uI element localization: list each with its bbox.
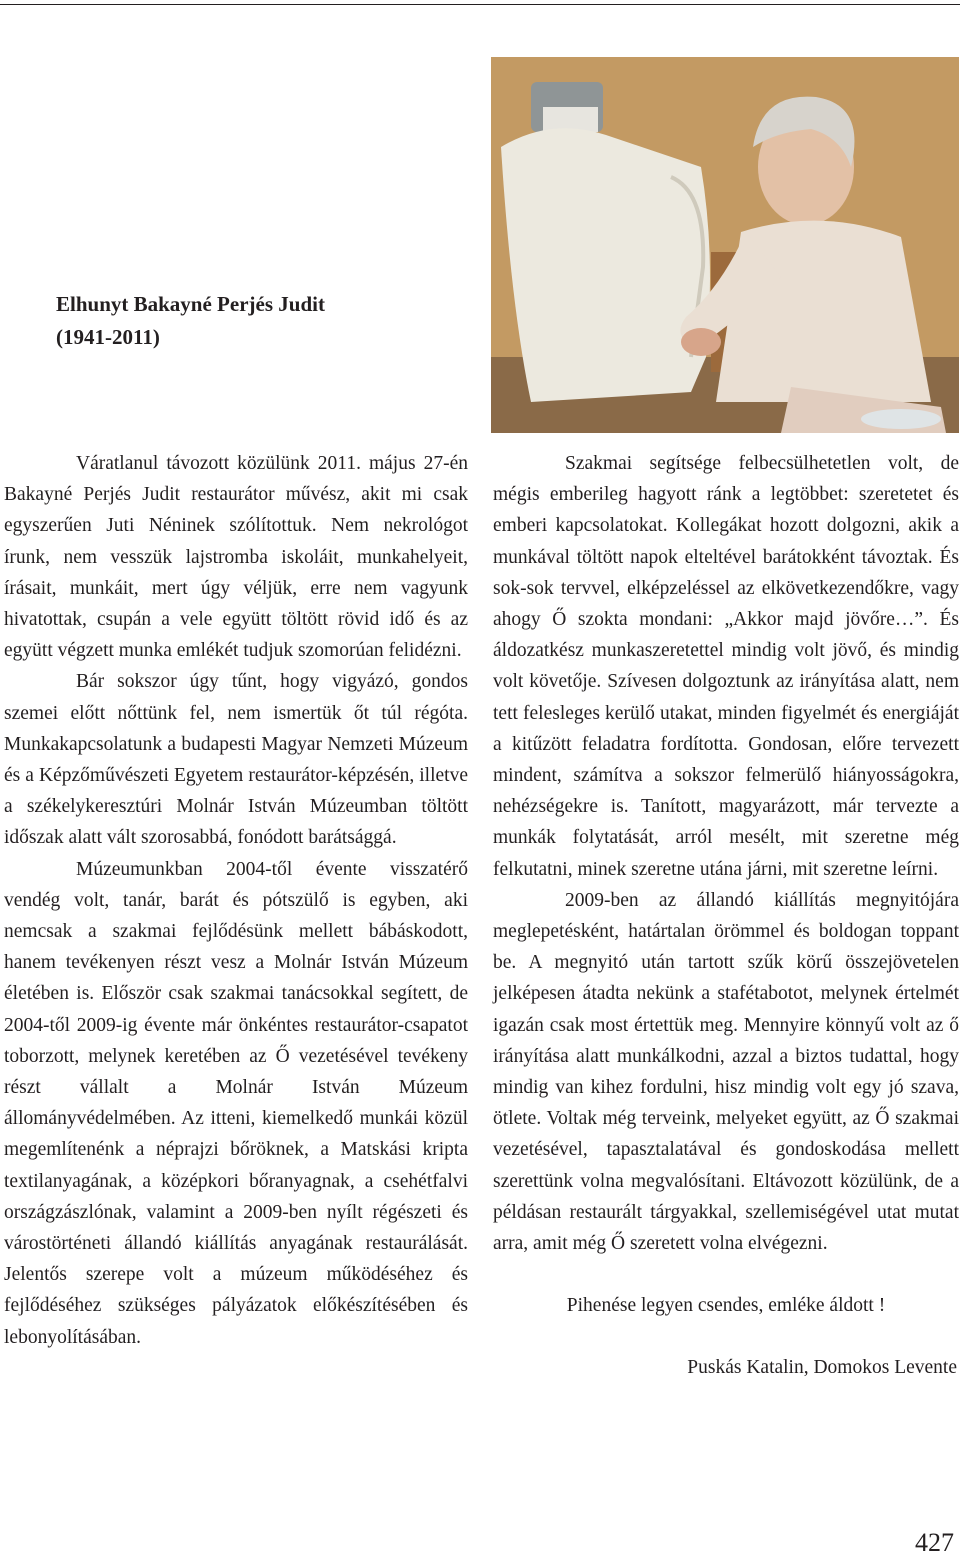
paragraph: Szakmai segítsége felbecsülhetetlen volt, de mégis emberileg hagyott ránk a legtöbbet: szeretetet és emberi kapcsolatokat. Kollegákat hozott dolgozni, akik a munkával töltött napok elteltével barátokként távoztak. És sok-sok tervvel, elképzeléssel az elkövetkezendőkre, vagy ahogy Ő szokta mondani: „Akkor majd jövőre…”. És áldozatkész munkaszeretettel mindig volt jövő, és mindig volt követője. Szívesen dolgoztunk az irányítása alatt, nem tett felesleges kerülő utakat, minden figyelmét és energiáját a kitűzött feladatra fordította. Gondosan, előre tervezett mindent, számítva a sokszor felmerülő hiányosságokra, nehézségekre is. Tanított, magyarázott, már tervezte a munkák folytatását, arról mesélt, mit szeretne még felkutatni, minek szeretne utána járni, mit szeretne leírni. [493, 453, 959, 880]
title-dates: (1941-2011) [56, 325, 160, 349]
paragraph: Bár sokszor úgy tűnt, hogy vigyázó, gondos szemei előtt nőttünk fel, nem ismertük őt túl régóta. Munkakapcsolatunk a budapesti Magyar Nemzeti Múzeum és a Képzőművészeti Egyetem restaurátor-képzésén, illetve a székelykeresztúri Molnár István Múzeumban töltött időszak alatt vált szorosabbá, fonódott barátsággá. [4, 671, 468, 849]
page-number: 427 [915, 1528, 954, 1557]
paragraph: 2009-ben az állandó kiállítás megnyitójára meglepetésként, határtalan örömmel és boldogan toppant be. A megnyitó után tartott szűk körű összejövetelen jelképesen átadta nekünk a stafétabotot, melynek értelmét igazán csak most értettük meg. Mennyire könnyű volt az ő irányítása alatt munkálkodni, azzal a biztos tudattal, hogy mindig van kihez fordulni, hisz mindig volt egy jó szava, ötlete. Voltak még terveink, melyeket együtt, az Ő szakmai vezetésével, tapasztalatával és gondoskodása mellett szerettünk volna megvalósítani. Eltávozott közülünk, de a példásan restaurált tárgyakkal, szellemiségével utat mutat arra, amit még Ő szeretett volna elvégezni. [493, 889, 959, 1255]
right-column [493, 448, 959, 1384]
title-name: Elhunyt Bakayné Perjés Judit [56, 292, 325, 316]
top-rule [0, 4, 960, 5]
paragraph: Váratlanul távozott közülünk 2011. május 27-én Bakayné Perjés Judit restaurátor művész, akit mi csak egyszerűen Juti Néninek szólítottuk. Nem nekrológot írunk, nem vesszük lajstromba iskoláit, munkahelyeit, írásait, munkáit, mert úgy véljük, erre nem vagyunk hivatottak, csupán a vele együtt töltött rövid idő és az együtt végzett munka emlékét tudjuk szomorúan felidézni. [4, 453, 468, 662]
closing-line: Pihenése legyen csendes, emléke áldott ! [566, 1295, 886, 1317]
authors-signature: Puskás Katalin, Domokos Levente [687, 1357, 957, 1379]
page-title [56, 288, 325, 354]
left-column [4, 448, 468, 1353]
photo-restorer-at-work [491, 57, 959, 433]
paragraph: Múzeumunkban 2004-től évente visszatérő vendég volt, tanár, barát és pótszülő is egyben, aki nemcsak a szakmai fejlődésünk mellett bábáskodott, hanem tevékenyen részt vesz a Molnár István Múzeum életében is. Először csak szakmai tanácsokkal segített, de 2004-től 2009-ig évente már önkéntes restaurátor-csapatot toborzott, melynek keretében az Ő vezetésével tevékeny részt vállalt a Molnár István Múzeum állományvédelmében. Az itteni, kiemelkedő munkái közül megemlítenénk a néprajzi bőröknek, a Matskási kripta textilanyagának, a középkori bőranyagnak, a csehétfalvi országzászlónak, valamint a 2009-ben nyílt régészeti és várostörténeti állandó kiállítás anyagának restaurálását. Jelentős szerepe volt a múzeum működéséhez és fejlődéséhez szükséges pályázatok előkészítésében és lebonyolításában. [4, 858, 468, 1348]
photo-image [491, 57, 959, 433]
